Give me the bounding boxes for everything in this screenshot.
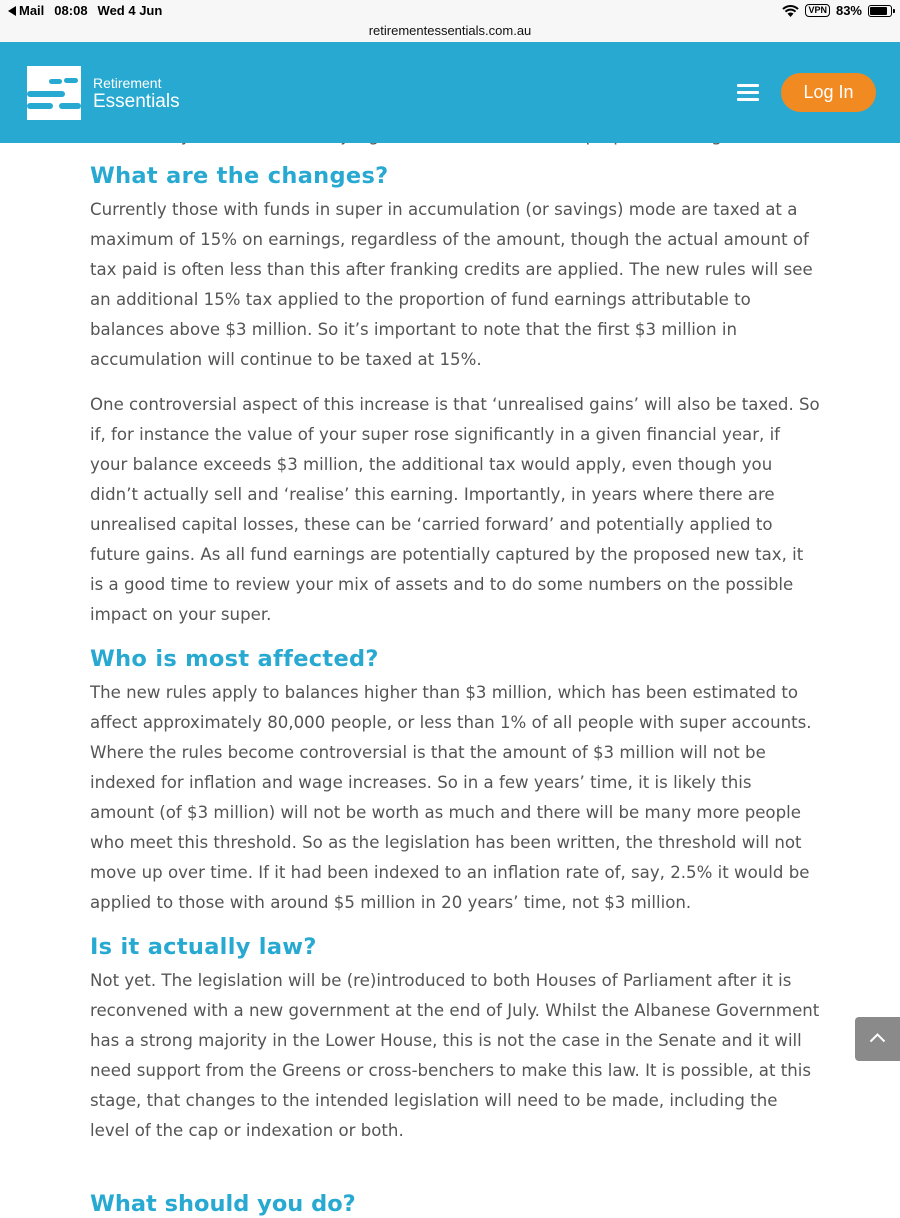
article-content <box>90 129 820 1161</box>
battery-icon <box>868 5 892 17</box>
paragraph-law-1: Not yet. The legislation will be (re)introduced to both Houses of Parliament after it is reconvened with a new government at the end of July. Whilst the Albanese Government has a strong majority in the Lower House, this is not the case in the Senate and it will need support from the Greens or cross-benchers to make this law. It is possible, at this stage, that changes to the intended legislation will need to be made, including the level of the cap or indexation or both. <box>90 971 820 1140</box>
status-date: Wed 4 Jun <box>97 3 163 18</box>
site-header <box>0 42 900 143</box>
url-bar[interactable] <box>0 22 900 42</box>
status-bar <box>0 0 900 22</box>
battery-fill <box>870 7 887 15</box>
url-domain: retirementessentials.com.au <box>368 23 532 38</box>
status-right <box>782 3 892 18</box>
logo-line-2: Essentials <box>93 90 180 112</box>
next-heading-cutoff: What should you do? <box>90 1191 356 1217</box>
site-logo[interactable] <box>27 66 180 120</box>
status-left <box>8 3 162 18</box>
vpn-badge: VPN <box>805 4 830 17</box>
back-arrow-icon <box>8 6 17 16</box>
back-app-label: Mail <box>19 3 45 18</box>
battery-percent: 83% <box>835 3 862 18</box>
status-time: 08:08 <box>54 3 88 18</box>
back-to-mail-link[interactable] <box>8 3 44 18</box>
wifi-icon <box>782 5 799 17</box>
section-heading-changes: What are the changes? <box>90 163 389 189</box>
paragraph-affected-1: The new rules apply to balances higher than $3 million, which has been estimated to affect approximately 80,000 people, or less than 1% of all people with super accounts. Where the rules become controversial is that the amount of $3 million will not be indexed for inflation and wage increases. So in a few years’ time, it is likely this amount (of $3 million) will not be worth as much and there will be many more people who meet this threshold. So as the legislation has been written, the threshold will not move up over time. If it had been indexed to an inflation rate of, say, 2.5% it would be applied to those with around $5 million in 20 years’ time, not $3 million. <box>90 683 812 912</box>
scroll-to-top-button[interactable] <box>855 1017 900 1061</box>
login-button[interactable]: Log In <box>781 73 876 112</box>
logo-line-1: Retirement <box>93 74 162 91</box>
paragraph-changes-2: One controversial aspect of this increase is that ‘unrealised gains’ will also be taxed. So if, for instance the value of your super rose significantly in a given financial year, if your balance exceeds $3 million, the additional tax would apply, even though you didn’t actually sell and ‘realise’ this earning. Importantly, in years where there are unrealised capital losses, these can be ‘carried forward’ and potentially applied to future gains. As all fund earnings are potentially captured by the proposed new tax, it is a good time to review your mix of assets and to do some numbers on the possible impact on your super. <box>90 395 820 624</box>
section-heading-affected: Who is most affected? <box>90 646 379 672</box>
paragraph-changes-1: Currently those with funds in super in accumulation (or savings) mode are taxed at a maximum of 15% on earnings, regardless of the amount, though the actual amount of tax paid is often less than this after franking credits are applied. The new rules will see an additional 15% tax applied to the proportion of fund earnings attributable to balances above $3 million. So it’s important to note that the first $3 million in accumulation will continue to be taxed at 15%. <box>90 200 813 369</box>
logo-text <box>93 76 180 111</box>
hamburger-menu-icon[interactable] <box>737 84 759 101</box>
logo-mark-icon <box>27 66 81 120</box>
chevron-up-icon <box>869 1032 886 1043</box>
section-heading-law: Is it actually law? <box>90 934 317 960</box>
